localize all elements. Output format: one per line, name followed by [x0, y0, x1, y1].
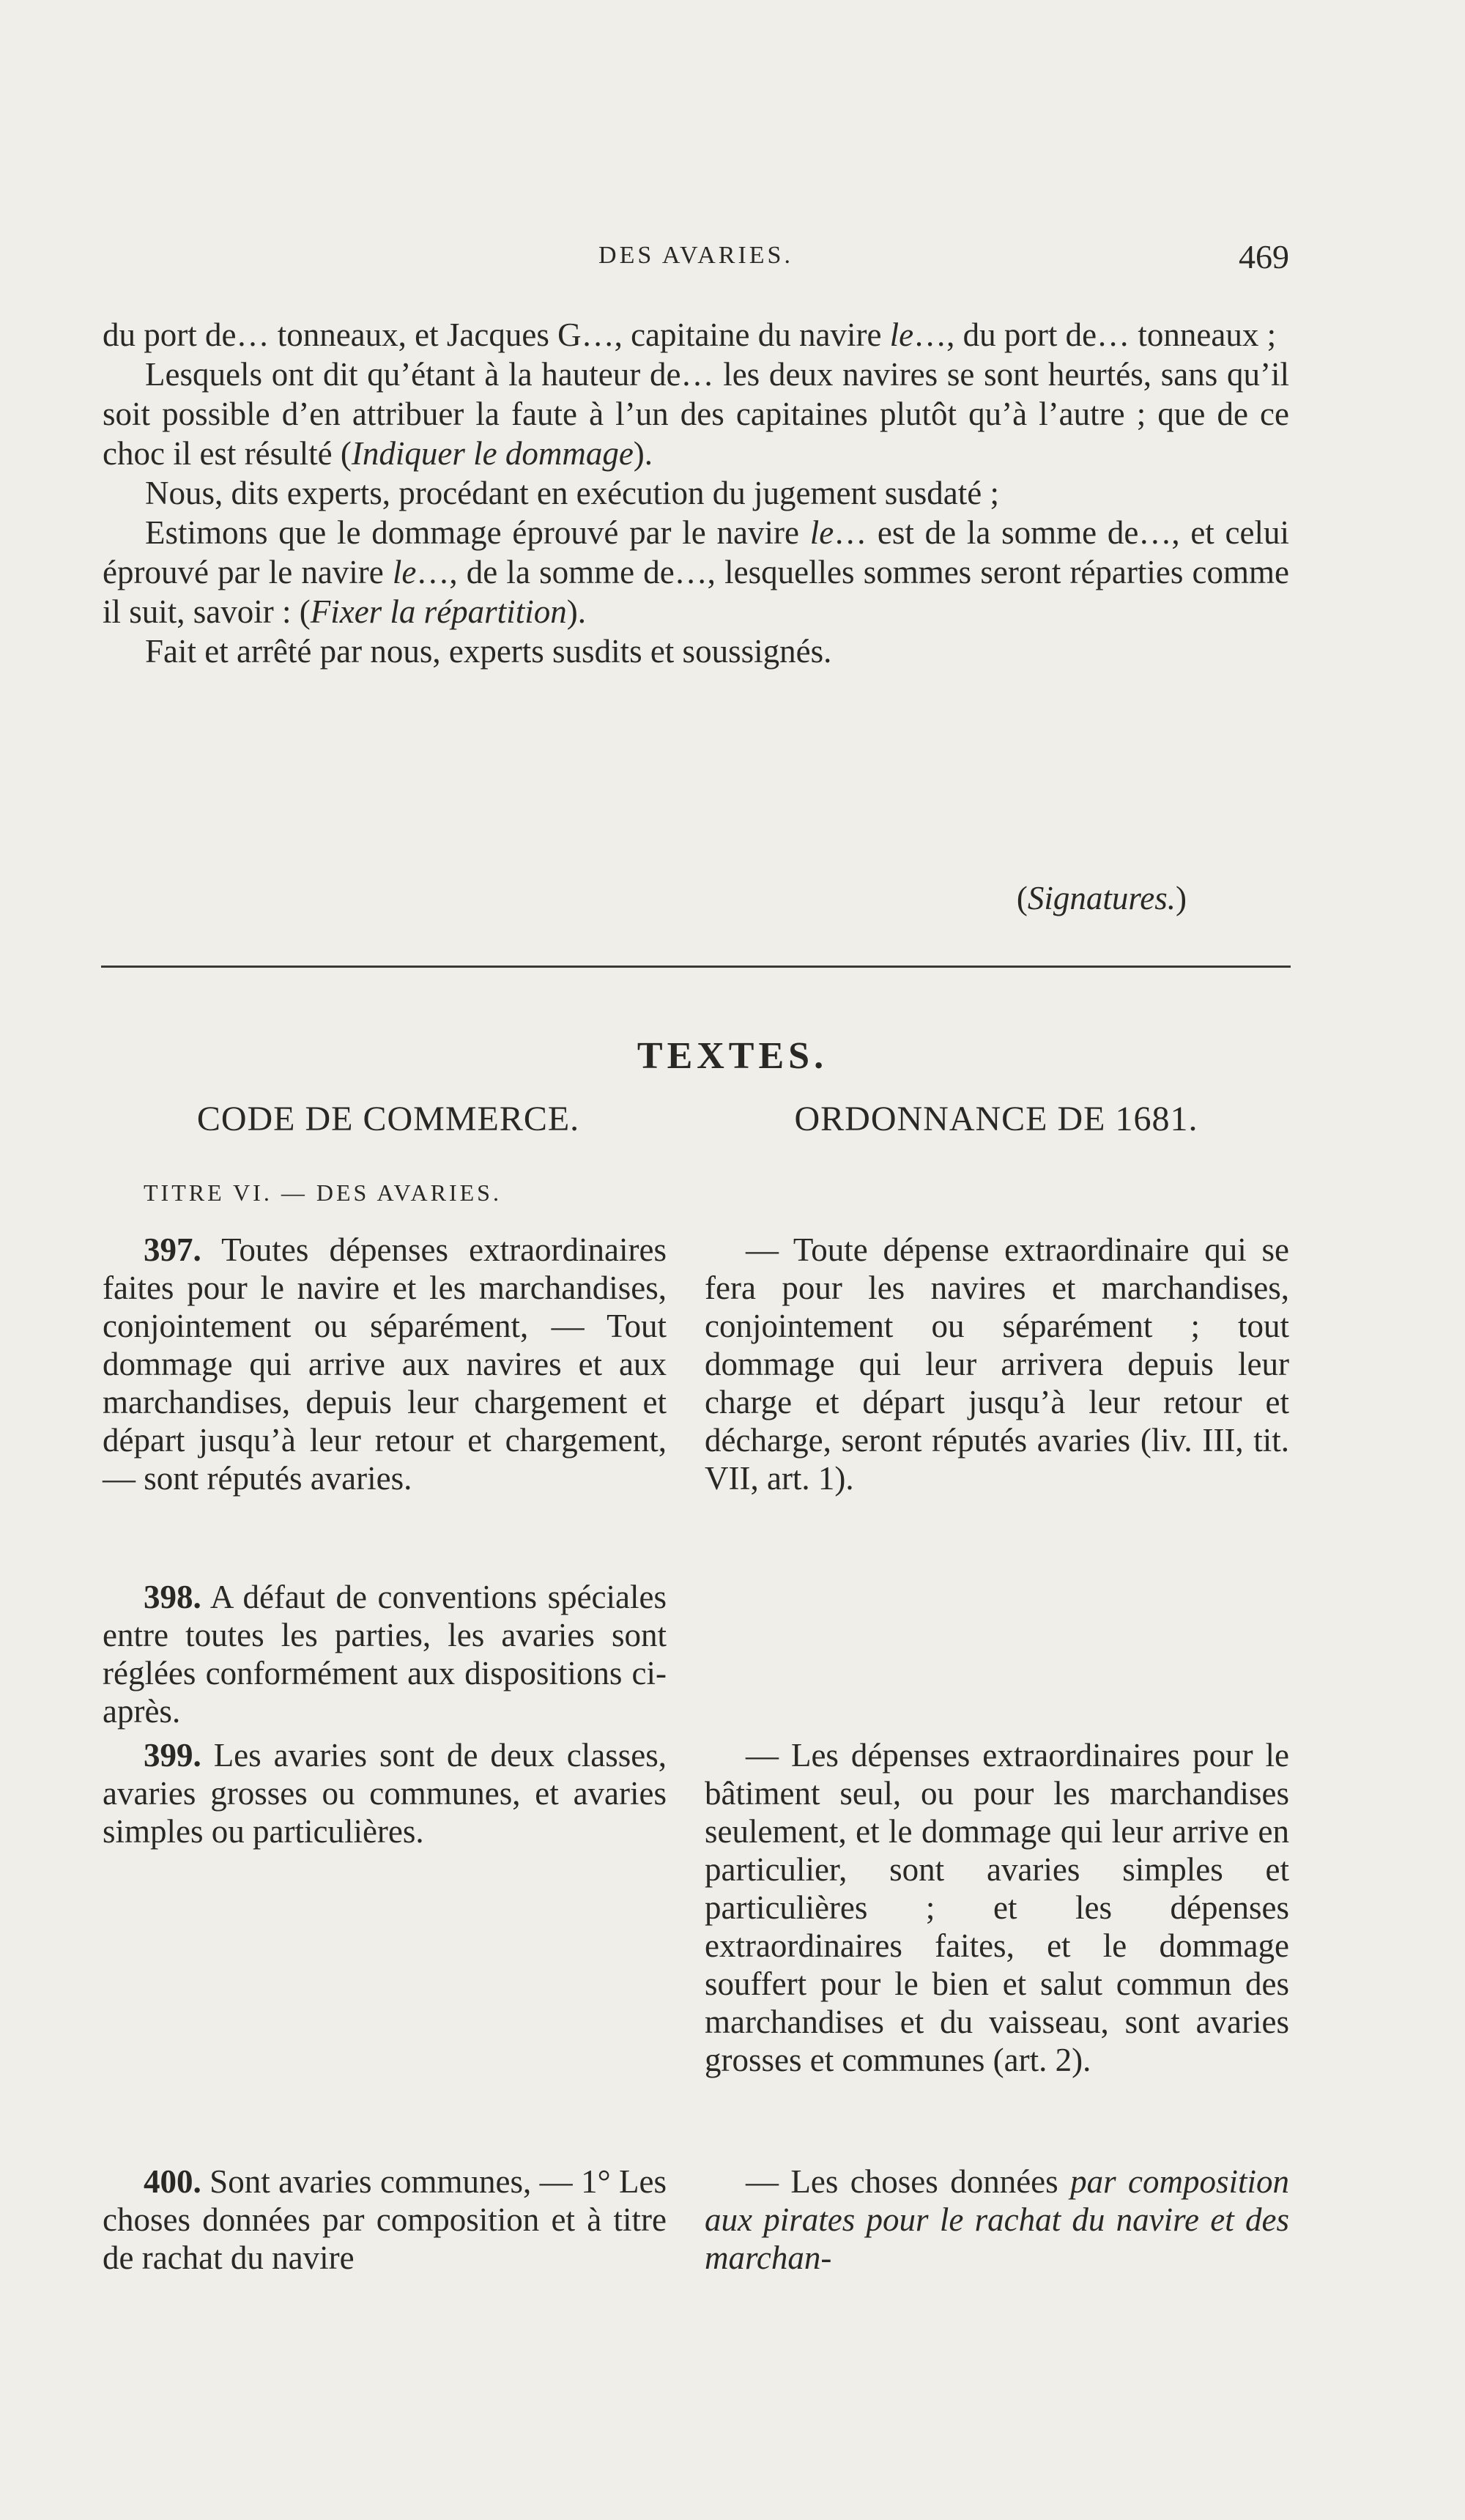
- textes-heading: TEXTES.: [637, 1035, 828, 1077]
- form-paragraph-fait: Fait et arrêté par nous, experts susdits et soussignés.: [145, 633, 832, 670]
- code-de-commerce-title: CODE DE COMMERCE.: [196, 1100, 580, 1138]
- form-paragraph-heurtes: Lesquels ont dit qu’étant à la hauteur de… les deux navires se sont heurtés, sans qu’il soit possible d’en attribuer la faute à l’un des capitaines plutôt qu’à l’autre ; que de ce choc il est résulté (Indiquer le dommage).: [103, 356, 1289, 472]
- article-400: 400. Sont avaries communes, — 1° Les choses données par composition et à titre de rachat du navire: [103, 2163, 667, 2276]
- section-divider: [101, 966, 1291, 968]
- ordonnance-title: ORDONNANCE DE 1681.: [794, 1100, 1198, 1138]
- ordonnance-article-3: — Les choses données par composition aux pirates pour le rachat du navire et des marchan-: [705, 2163, 1289, 2276]
- article-397: 397. Toutes dépenses extraordinaires faites pour le navire et les marchandises, conjointement ou séparément, — Tout dommage qui arrive aux navires et aux marchandises, depuis leur chargement et départ jusqu’à leur retour et chargement, — sont réputés avaries.: [103, 1231, 667, 1497]
- form-paragraph-experts: Nous, dits experts, procédant en exécution du jugement susdaté ;: [145, 475, 999, 511]
- ordonnance-article-2: — Les dépenses extraordinaires pour le bâtiment seul, ou pour les marchandises seulement, et le dommage qui leur arrive en particulier, sont avaries simples et particulières ; et les dépenses extraordinaires faites, et le dommage souffert pour le bien et salut commun des marchandises et du vaisseau, sont avaries grosses et communes (art. 2).: [705, 1737, 1289, 2078]
- ordonnance-article-1: — Toute dépense extraordinaire qui se fera pour les navires et marchandises, conjointement ou séparément ; tout dommage qui leur arrivera depuis leur charge et départ jusqu’à leur retour et décharge, seront réputés avaries (liv. III, tit. VII, art. 1).: [705, 1231, 1289, 1497]
- running-title: DES AVARIES.: [598, 242, 793, 269]
- form-paragraph-estimons: Estimons que le dommage éprouvé par le navire le… est de la somme de…, et celui éprouvé par le navire le…, de la somme de…, lesquelles sommes seront réparties comme il suit, savoir : (Fixer la répartition).: [103, 514, 1289, 630]
- signatures: (Signatures.): [1016, 880, 1187, 916]
- page-number: 469: [1239, 238, 1289, 275]
- article-398: 398. A défaut de conventions spéciales entre toutes les parties, les avaries sont réglées conformément aux dispositions ci-après.: [103, 1579, 667, 1730]
- titre-heading: TITRE VI. — DES AVARIES.: [144, 1179, 502, 1206]
- form-text: [103, 315, 1289, 671]
- article-399: 399. Les avaries sont de deux classes, avaries grosses ou communes, et avaries simples ou particulières.: [103, 1737, 667, 1850]
- page-header: [103, 238, 1289, 286]
- form-line-1: du port de… tonneaux, et Jacques G…, capitaine du navire le…, du port de… tonneaux ;: [103, 316, 1277, 353]
